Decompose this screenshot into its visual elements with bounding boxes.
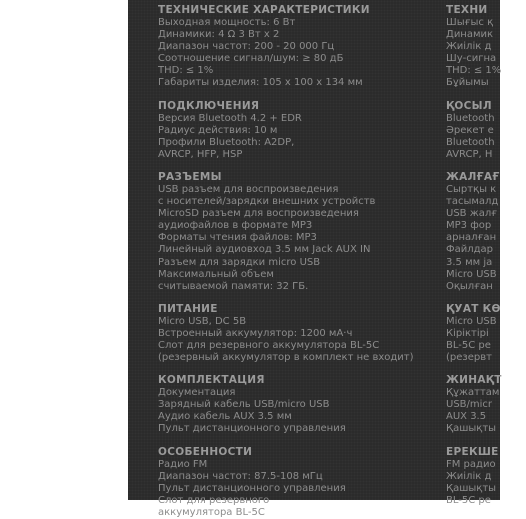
section-heading: ПОДКЛЮЧЕНИЯ [158, 99, 260, 112]
section-heading: ҚОСЫЛ [446, 99, 492, 112]
kz-spec-section [446, 446, 526, 507]
spec-line: Файлдар [446, 244, 494, 256]
spec-line: Пульт дистанционного управления [158, 482, 346, 494]
spec-line: с носителей/зарядки внешних устройств [158, 196, 376, 208]
spec-line: Bluetooth [446, 112, 495, 124]
spec-line: аудиофайлов в формате MP3 [158, 220, 313, 232]
section-gap [158, 364, 458, 374]
spec-line: THD: ≤ 1% [158, 65, 214, 77]
spec-line: Соотношение сигнал/шум: ≥ 80 дБ [158, 53, 344, 65]
spec-line: Радиус действия: 10 м [158, 124, 278, 136]
ru-spec-section [158, 446, 458, 519]
spec-line: Аудио кабель AUX 3.5 мм [158, 411, 292, 423]
spec-line: считываемой памяти: 32 ГБ. [158, 280, 309, 292]
spec-line: Micro USB [446, 315, 497, 327]
spec-line: Версия Bluetooth 4.2 + EDR [158, 112, 302, 124]
spec-line: FM радио [446, 458, 496, 470]
spec-line: Линейный аудиовход 3.5 мм Jack AUX IN [158, 244, 371, 256]
spec-line: BL-5C ре [446, 494, 491, 506]
spec-line: Қашықты [446, 423, 497, 435]
section-heading: РАЗЪЕМЫ [158, 170, 222, 183]
spec-line: Micro USB [446, 268, 497, 280]
spec-line: AVRCP, HFP, HSP [158, 148, 243, 160]
russian-specs-column [158, 4, 458, 519]
spec-line: Bluetooth [446, 136, 495, 148]
section-heading: ҚУАТ КӨ [446, 302, 501, 315]
kz-spec-section [446, 171, 526, 293]
spec-line: Шу-сигна [446, 53, 497, 65]
spec-line: Пульт дистанционного управления [158, 423, 346, 435]
kazakh-specs-column [446, 4, 526, 507]
section-heading: ТЕХНИ [446, 4, 488, 16]
spec-line: (резервт [446, 352, 492, 364]
spec-line: аккумулятора BL-5C [158, 506, 265, 518]
ru-spec-section [158, 303, 458, 364]
section-gap [158, 436, 458, 446]
section-heading: ЕРЕКШЕ [446, 445, 499, 458]
spec-line: Жиілік д [446, 470, 492, 482]
spec-line: Документация [158, 387, 236, 399]
spec-line: Қашықты [446, 482, 497, 494]
section-heading: КОМПЛЕКТАЦИЯ [158, 374, 265, 387]
spec-line: Динамик [446, 29, 494, 41]
spec-line: MicroSD разъем для воспроизведения [158, 208, 359, 220]
spec-line: Диапазон частот: 87.5-108 мГц [158, 470, 323, 482]
spec-line: Бұйымы [446, 77, 489, 89]
section-gap [446, 293, 526, 303]
ru-spec-section [158, 4, 458, 90]
spec-line: USB/micr [446, 399, 493, 411]
spec-line: Разъем для зарядки micro USB [158, 256, 321, 268]
spec-line: Профили Bluetooth: A2DP, [158, 136, 295, 148]
product-box-panel [128, 0, 502, 518]
spec-line: AVRCP, H [446, 148, 493, 160]
spec-line: Оқылған [446, 280, 493, 292]
section-gap [446, 161, 526, 171]
spec-line: USB разъем для воспроизведения [158, 183, 339, 195]
spec-line: Максимальный объем [158, 268, 274, 280]
section-heading: ОСОБЕННОСТИ [158, 445, 253, 458]
spec-line: Динамики: 4 Ω 3 Вт х 2 [158, 29, 280, 41]
spec-line: Диапазон частот: 200 - 20 000 Гц [158, 41, 335, 53]
spec-line: Слот для резервного аккумулятора BL-5C [158, 339, 380, 351]
kz-spec-section [446, 303, 526, 364]
spec-line: арналған [446, 232, 497, 244]
section-gap [446, 364, 526, 374]
spec-line: Радио FM [158, 458, 208, 470]
spec-line: BL-5C ре [446, 339, 491, 351]
spec-line: THD: ≤ 1% [446, 65, 502, 77]
ru-spec-section [158, 100, 458, 161]
section-heading: ЖИНАҚТ [446, 374, 502, 387]
spec-line: Габариты изделия: 105 х 100 х 134 мм [158, 77, 363, 89]
spec-line: Жиілік д [446, 41, 492, 53]
section-heading: ПИТАНИЕ [158, 302, 218, 315]
spec-line: Шығыс қ [446, 17, 494, 28]
spec-line: Әрекет е [446, 124, 494, 136]
kz-spec-section [446, 4, 526, 90]
spec-line: Слот для резервного [158, 494, 270, 506]
spec-line: (резервный аккумулятор в комплект не входит) [158, 352, 414, 364]
spec-line: Құжаттам [446, 387, 500, 399]
spec-line: USB жалғ [446, 208, 498, 220]
kz-spec-section [446, 100, 526, 161]
kz-spec-section [446, 374, 526, 435]
spec-line: Кіріктірі [446, 327, 489, 339]
spec-line: тасымалд [446, 196, 499, 208]
spec-line: Выходная мощность: 6 Вт [158, 17, 296, 28]
section-gap [446, 436, 526, 446]
section-gap [158, 161, 458, 171]
spec-line: Сыртқы к [446, 183, 497, 195]
spec-line: Зарядный кабель USB/micro USB [158, 399, 330, 411]
section-gap [446, 90, 526, 100]
ru-spec-section [158, 374, 458, 435]
spec-line: Micro USB, DC 5В [158, 315, 247, 327]
spec-line: Встроенный аккумулятор: 1200 мА·ч [158, 327, 353, 339]
section-gap [158, 293, 458, 303]
spec-line: Форматы чтения файлов: MP3 [158, 232, 317, 244]
section-heading: ТЕХНИЧЕСКИЕ ХАРАКТЕРИСТИКИ [158, 4, 370, 16]
spec-line: AUX 3.5 [446, 411, 487, 423]
section-gap [158, 90, 458, 100]
spec-line: 3.5 мм ја [446, 256, 493, 268]
section-heading: ЖАЛҒАҒ [446, 170, 500, 183]
ru-spec-section [158, 171, 458, 293]
spec-line: MP3 фор [446, 220, 492, 232]
